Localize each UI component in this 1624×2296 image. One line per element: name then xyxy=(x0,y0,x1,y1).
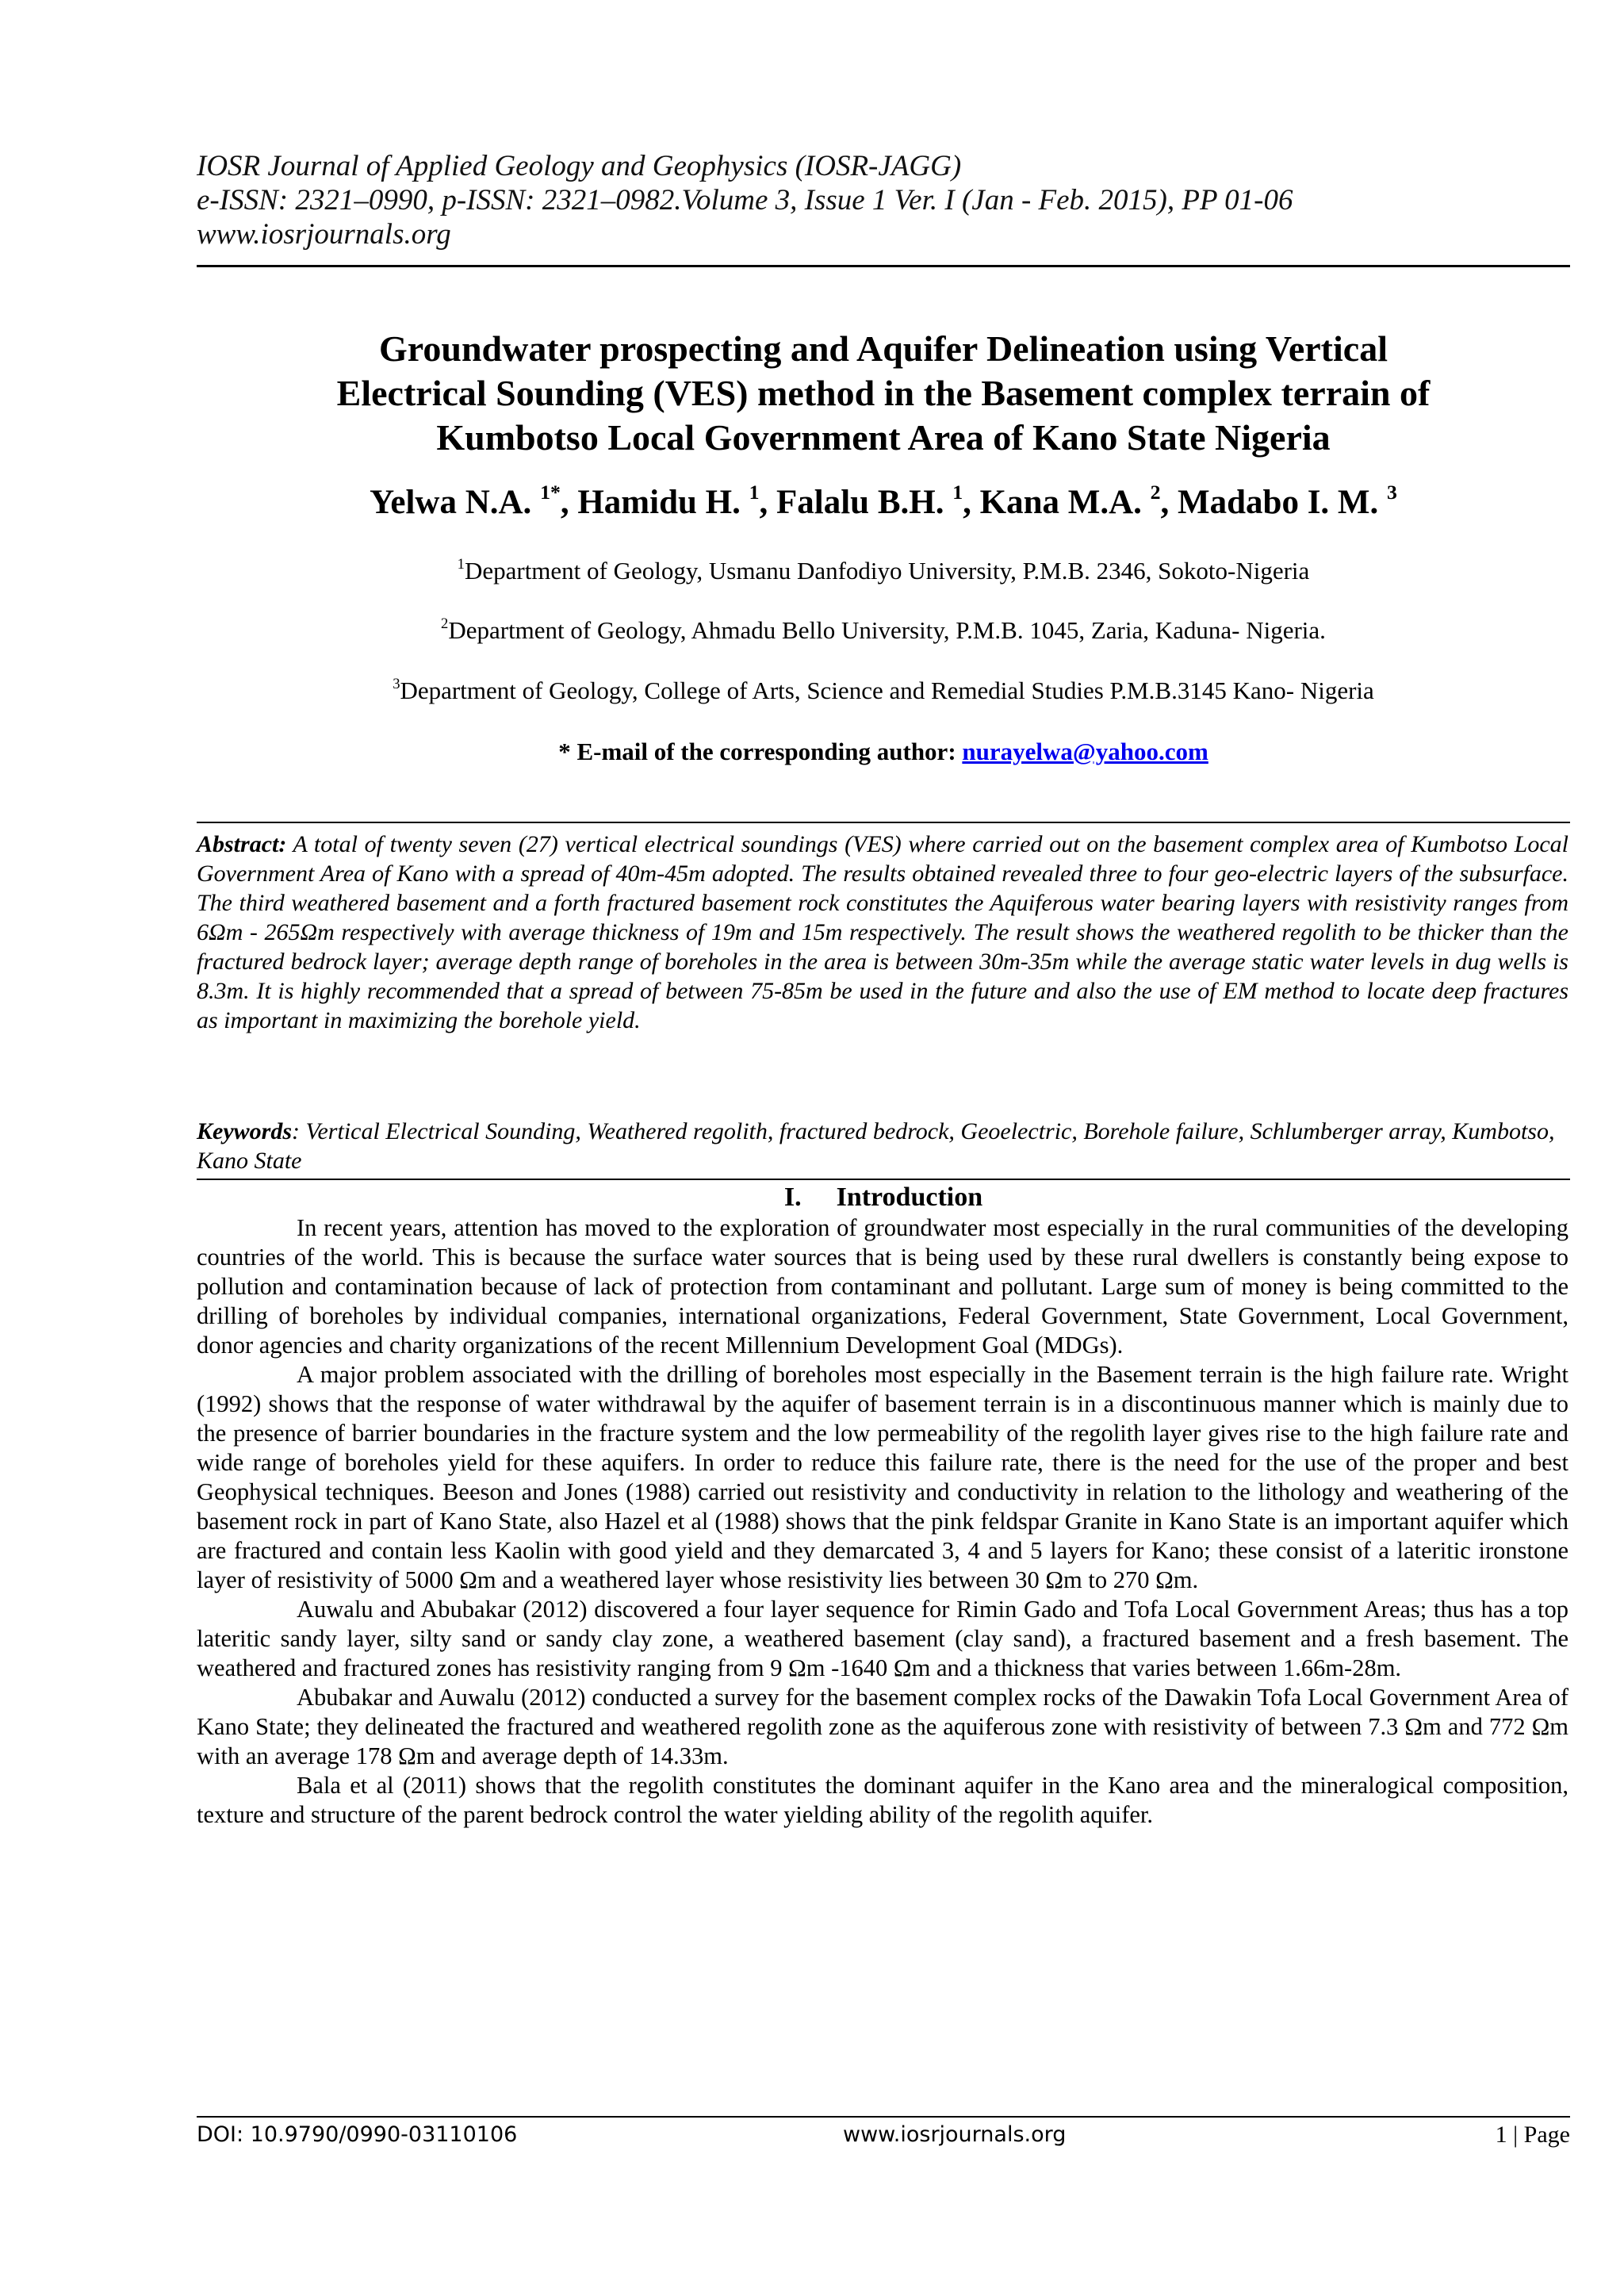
footer-website[interactable]: www.iosrjournals.org xyxy=(843,2122,1067,2147)
page-number: 1 | Page xyxy=(1495,2122,1570,2148)
paragraph: A major problem associated with the drilling of boreholes most especially in the Basement terrain is the high failure rate. Wright (1992) shows that the response of water withdrawal by the aquifer of basement terrain is in a discontinuous manner which is mainly due to the presence of barrier boundaries in the fracture system and the low permeability of the regolith layer gives rise to the high failure rate and wide range of boreholes yield for these aquifers. In order to reduce this failure rate, there is the need for the use of the proper and best Geophysical techniques. Beeson and Jones (1988) carried out resistivity and conductivity in relation to the lithology and weathering of the basement rock in part of Kano State, also Hazel et al (1988) shows that the pink feldspar Granite in Kano State is an important aquifer which are fractured and contain less Kaolin with good yield and they demarcated 3, 4 and 5 layers for Kano; these consist of a lateritic ironstone layer of resistivity of 5000 Ωm and a weathered layer whose resistivity lies between 30 Ωm to 270 Ωm. xyxy=(197,1361,1568,1593)
paragraph: Bala et al (2011) shows that the regolith constitutes the dominant aquifer in the Kano area and the mineralogical composition, texture and structure of the parent bedrock control the water yielding ability of the regolith aquifer. xyxy=(197,1772,1568,1828)
abstract-label: Abstract: xyxy=(197,831,287,857)
author: Falalu B.H. $^1$, xyxy=(776,480,980,521)
title-line-1: Groundwater prospecting and Aquifer Delineation using Vertical xyxy=(379,328,1388,369)
journal-issn: e-ISSN: 2321–0990, p-ISSN: 2321–0982.Volume 3, Issue 1 Ver. I (Jan - Feb. 2015), PP 01-06 xyxy=(197,184,1293,217)
affiliation-2: $^2$Department of Geology, Ahmadu Bello University, P.M.B. 1045, Zaria, Kaduna- Nigeria. xyxy=(441,615,1326,644)
author-affiliation-marker: 1 xyxy=(749,480,760,504)
journal-website[interactable]: www.iosrjournals.org xyxy=(197,218,451,251)
author-list xyxy=(197,481,1570,525)
keywords-label: Keywords xyxy=(197,1118,292,1144)
page-footer xyxy=(197,2119,1570,2151)
title-line-3: Kumbotso Local Government Area of Kano State Nigeria xyxy=(436,417,1331,458)
journal-header xyxy=(197,149,1568,251)
section-heading xyxy=(197,1182,1570,1213)
paper-title xyxy=(197,327,1570,460)
section-title: Introduction xyxy=(836,1182,983,1212)
corresponding-email xyxy=(197,736,1570,768)
affiliation-1: $^1$Department of Geology, Usmanu Danfodiyo University, P.M.B. 2346, Sokoto-Nigeria xyxy=(457,555,1310,585)
title-line-2: Electrical Sounding (VES) method in the Basement complex terrain of xyxy=(336,373,1431,413)
author: Yelwa N.A. $^{1*}$, xyxy=(370,480,578,521)
email-label: * E-mail of the corresponding author: xyxy=(558,738,963,765)
email-link[interactable]: nurayelwa@yahoo.com xyxy=(962,738,1208,765)
author: Madabo I. M. $^3$ xyxy=(1178,480,1397,521)
author: Hamidu H. $^1$, xyxy=(577,480,777,521)
author-affiliation-marker: 1 xyxy=(952,480,963,504)
abstract-bottom-divider xyxy=(197,1179,1570,1180)
header-divider xyxy=(197,265,1570,267)
author-affiliation-marker: 2 xyxy=(1150,480,1161,504)
affiliation-3: $^3$Department of Geology, College of Arts, Science and Remedial Studies P.M.B.3145 Kano- Nigeria xyxy=(393,675,1374,704)
keywords xyxy=(197,1117,1568,1175)
author-affiliation-marker: 3 xyxy=(1387,480,1397,504)
journal-name: IOSR Journal of Applied Geology and Geophysics (IOSR-JAGG) xyxy=(197,150,962,182)
author: Kana M.A. $^2$, xyxy=(979,480,1178,521)
abstract-text: A total of twenty seven (27) vertical electrical soundings (VES) where carried out on the basement complex area of Kumbotso Local Government Area of Kano with a spread of 40m-45m adopted. The results obtained revealed three to four geo-electric layers of the subsurface. The third weathered basement and a forth fractured basement rock constitutes the Aquiferous water bearing layers with resistivity ranges from 6Ωm - 265Ωm respectively with average thickness of 19m and 15m respectively. The result shows the weathered regolith to be thicker than the fractured bedrock layer; average depth range of boreholes in the area is between 30m-35m while the average static water levels in dug wells is 8.3m. It is highly recommended that a spread of between 75-85m be used in the future and also the use of EM method to locate deep fractures as important in maximizing the borehole yield. xyxy=(197,831,1568,1033)
paragraph: In recent years, attention has moved to the exploration of groundwater most especially in the rural communities of the developing countries of the world. This is because the surface water sources that is being used by these rural dwellers is constantly being expose to pollution and contamination because of lack of protection from contaminant and pollutant. Large sum of money is being committed to the drilling of boreholes by individual companies, international organizations, Federal Government, State Government, Local Government, donor agencies and charity organizations of the recent Millennium Development Goal (MDGs). xyxy=(197,1214,1568,1359)
keywords-text: : Vertical Electrical Sounding, Weathered regolith, fractured bedrock, Geoelectric, Borehole failure, Schlumberger array, Kumbotso, Kano State xyxy=(197,1118,1555,1174)
paragraph: Auwalu and Abubakar (2012) discovered a four layer sequence for Rimin Gado and Tofa Local Government Areas; thus has a top lateritic sandy layer, silty sand or sandy clay zone, a weathered basement (clay sand), a fractured basement and a fresh basement. The weathered and fractured zones has resistivity ranging from 9 Ωm -1640 Ωm and a thickness that varies between 1.66m-28m. xyxy=(197,1596,1568,1681)
body-text xyxy=(197,1213,1568,1830)
abstract-top-divider xyxy=(197,822,1570,823)
author-affiliation-marker: 1* xyxy=(540,480,561,504)
footer-doi: DOI: 10.9790/0990-03110106 xyxy=(197,2122,518,2147)
abstract xyxy=(197,830,1568,1035)
footer-divider xyxy=(197,2116,1570,2118)
section-number: I. xyxy=(783,1182,802,1212)
paragraph: Abubakar and Auwalu (2012) conducted a survey for the basement complex rocks of the Dawakin Tofa Local Government Area of Kano State; they delineated the fractured and weathered regolith zone as the aquiferous zone with resistivity of between 7.3 Ωm and 772 Ωm with an average 178 Ωm and average depth of 14.33m. xyxy=(197,1684,1568,1769)
